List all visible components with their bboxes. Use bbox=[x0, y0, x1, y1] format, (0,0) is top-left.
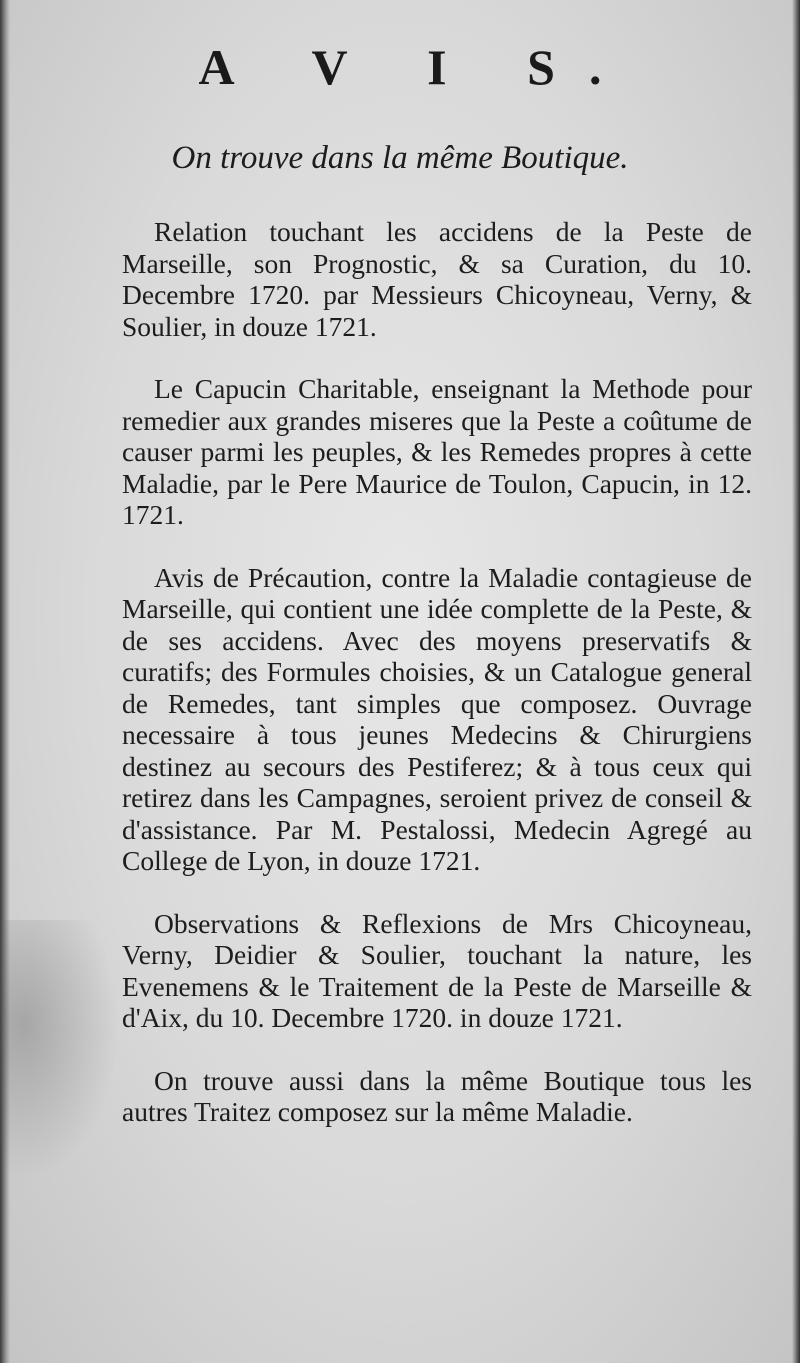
paragraph-avis-precaution: Avis de Précaution, contre la Maladie contagieuse de Marseille, qui contient une idée complette de la Peste, & de ses accidens. Avec des moyens preservatifs & curatifs; des Formules choisies, & un Catalogue general de Remedes, tant simples que composez. Ouvrage necessaire à tous jeunes Medecins & Chirurgiens destinez au secours des Pestiferez; & à tous ceux qui retirez dans les Campagnes, seroient privez de conseil & d'assistance. Par M. Pestalossi, Medecin Agregé au College de Lyon, in douze 1721. bbox=[122, 561, 752, 876]
page-subtitle: On trouve dans la même Boutique. bbox=[171, 140, 629, 176]
page-edge-right bbox=[792, 0, 800, 1363]
notice-body bbox=[122, 216, 752, 1128]
paragraph-capucin: Le Capucin Charitable, enseignant la Methode pour remedier aux grandes miseres que la Peste a coûtume de causer parmi les peuples, & les Remedes propres à cette Maladie, par le Pere Maurice de Toulon, Capucin, in 12. 1721. bbox=[122, 373, 752, 530]
paragraph-autres-traitez: On trouve aussi dans la même Boutique tous les autres Traitez composez sur la même Maladie. bbox=[122, 1064, 752, 1127]
paper-stain bbox=[0, 920, 120, 1180]
paragraph-relation: Relation touchant les accidens de la Peste de Marseille, son Prognostic, & sa Curation, du 10. Decembre 1720. par Messieurs Chicoyneau, Verny, & Soulier, in douze 1721. bbox=[122, 216, 752, 342]
paragraph-observations: Observations & Reflexions de Mrs Chicoyneau, Verny, Deidier & Soulier, touchant la nature, les Evenemens & le Traitement de la Peste de Marseille & d'Aix, du 10. Decembre 1720. in douze 1721. bbox=[122, 907, 752, 1033]
page-title: A V I S. bbox=[198, 39, 636, 95]
